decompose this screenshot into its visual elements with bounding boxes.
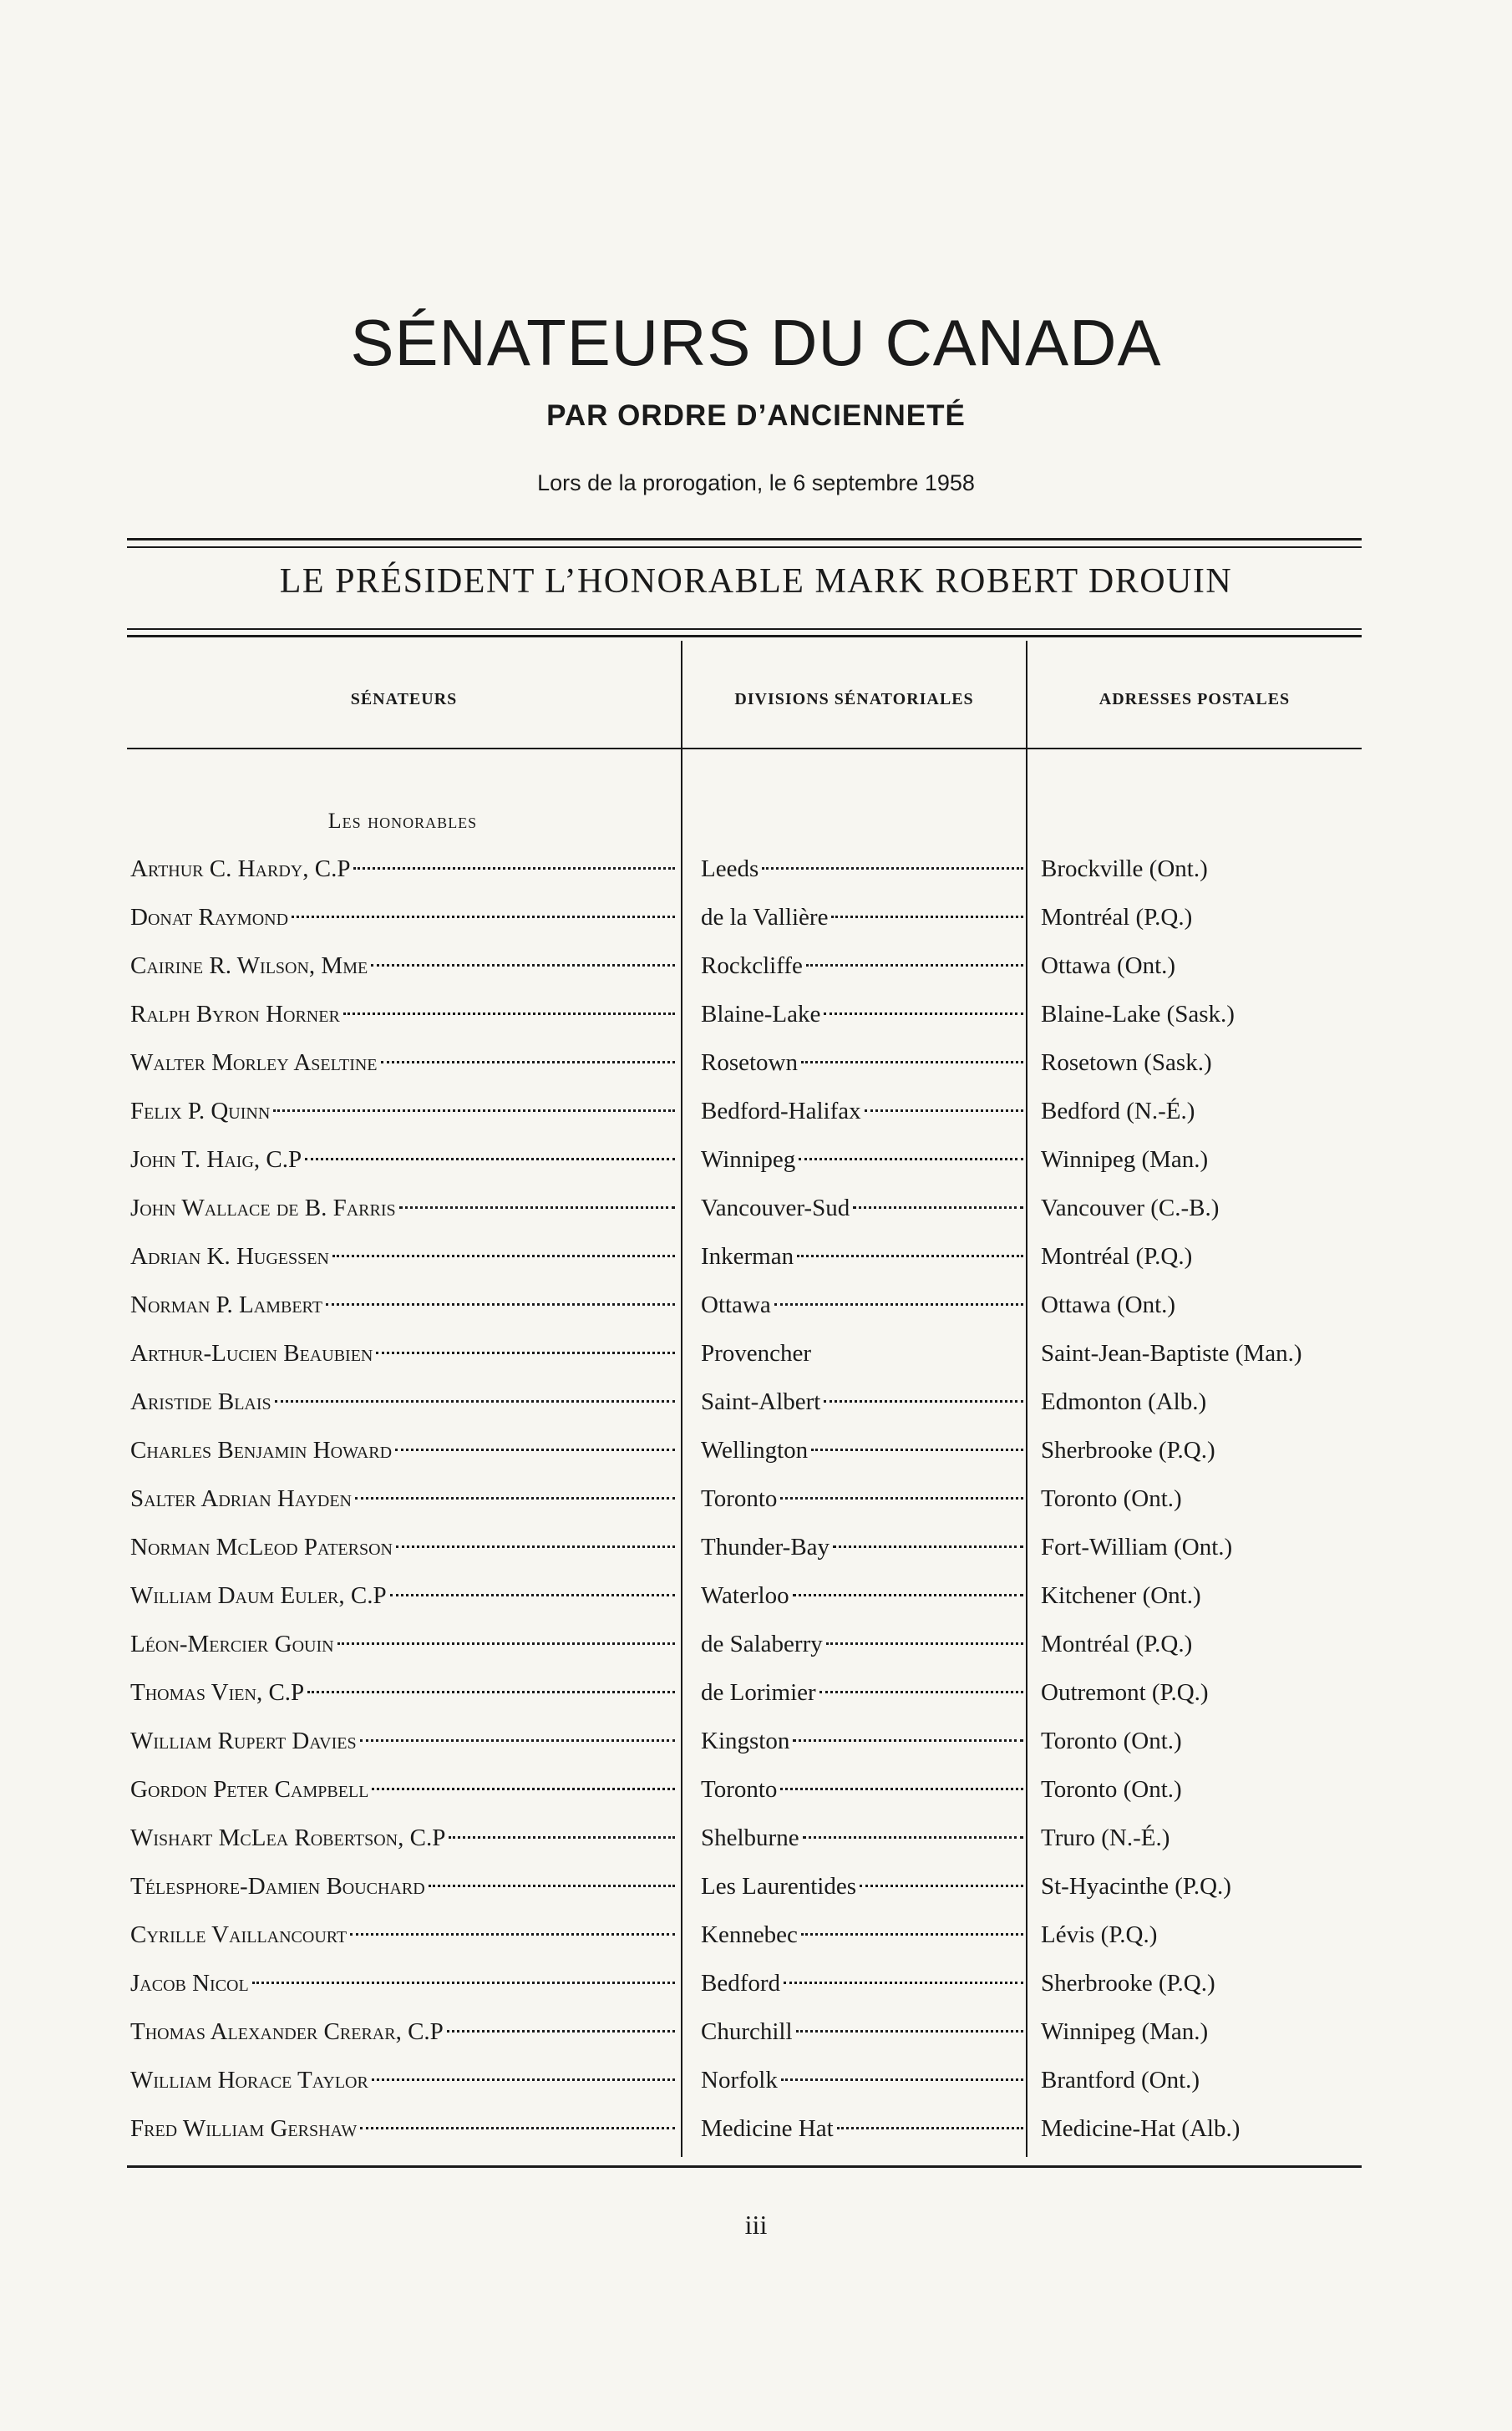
- postal-address-text: Truro (N.-É.): [1041, 1825, 1170, 1851]
- senatorial-division: [701, 1530, 1023, 1564]
- postal-address: [1041, 1385, 1375, 1419]
- senator-name-text: William Daum Euler, C.P: [130, 1582, 387, 1609]
- senatorial-division: [701, 1094, 1023, 1128]
- dot-leader: [371, 964, 675, 967]
- senator-name: [130, 997, 675, 1031]
- postal-address-text: Ottawa (Ont.): [1041, 952, 1176, 979]
- postal-address-text: Toronto (Ont.): [1041, 1485, 1182, 1512]
- postal-address: [1041, 1870, 1375, 1903]
- senator-name: [130, 1676, 675, 1709]
- senatorial-division: [701, 2112, 1023, 2145]
- senatorial-division-text: Wellington: [701, 1437, 809, 1464]
- table-row: [0, 1676, 1512, 1709]
- senator-name-text: Aristide Blais: [130, 1388, 271, 1415]
- senator-name: [130, 2063, 675, 2097]
- table-row: [0, 1870, 1512, 1903]
- table-row: [0, 901, 1512, 934]
- postal-address: [1041, 1191, 1375, 1225]
- dot-leader: [803, 1836, 1023, 1839]
- senator-name: [130, 1046, 675, 1079]
- senatorial-division-text: de Salaberry: [701, 1631, 823, 1657]
- postal-address-text: Medicine-Hat (Alb.): [1041, 2115, 1241, 2142]
- table-row: [0, 2112, 1512, 2145]
- senatorial-division: [701, 1482, 1023, 1515]
- postal-address: [1041, 1046, 1375, 1079]
- senatorial-division: [701, 1579, 1023, 1612]
- postal-address: [1041, 997, 1375, 1031]
- postal-address-text: Brockville (Ont.): [1041, 855, 1208, 882]
- senatorial-division-text: Norfolk: [701, 2067, 778, 2094]
- dot-leader: [372, 1788, 675, 1790]
- dot-leader: [252, 1982, 675, 1984]
- top-double-rule-upper: [127, 538, 1362, 541]
- senatorial-division: [701, 852, 1023, 886]
- postal-address: [1041, 1337, 1375, 1370]
- dot-leader: [780, 1497, 1023, 1500]
- senator-name-text: Gordon Peter Campbell: [130, 1776, 369, 1803]
- table-row: [0, 1579, 1512, 1612]
- senator-name-text: Cyrille Vaillancourt: [130, 1921, 348, 1948]
- senator-name: [130, 1773, 675, 1806]
- senatorial-division-text: Thunder-Bay: [701, 1534, 830, 1561]
- senatorial-division-text: Waterloo: [701, 1582, 789, 1609]
- postal-address-text: Fort-William (Ont.): [1041, 1534, 1233, 1561]
- dot-leader: [793, 1739, 1023, 1742]
- dot-leader: [447, 2030, 675, 2033]
- bottom-rule: [127, 2165, 1362, 2168]
- postal-address-text: Montréal (P.Q.): [1041, 904, 1193, 931]
- postal-address: [1041, 1143, 1375, 1176]
- senator-name: [130, 949, 675, 982]
- column-header-senators: SÉNATEURS: [350, 690, 458, 708]
- senatorial-division: [701, 1967, 1023, 2000]
- dot-leader: [774, 1303, 1023, 1306]
- senator-name: [130, 1821, 675, 1855]
- dot-leader: [399, 1206, 675, 1209]
- senator-name-text: Thomas Alexander Crerar, C.P: [130, 2018, 444, 2045]
- table-row: [0, 1094, 1512, 1128]
- dot-leader: [781, 2078, 1023, 2081]
- senator-name: [130, 1288, 675, 1322]
- senatorial-division: [701, 1676, 1023, 1709]
- postal-address: [1041, 1482, 1375, 1515]
- senator-name-text: Salter Adrian Hayden: [130, 1485, 352, 1512]
- postal-address-text: Lévis (P.Q.): [1041, 1921, 1158, 1948]
- table-row: [0, 2063, 1512, 2097]
- dot-leader: [292, 916, 675, 918]
- postal-address-text: Toronto (Ont.): [1041, 1776, 1182, 1803]
- dot-leader: [350, 1933, 675, 1936]
- senator-name: [130, 1094, 675, 1128]
- postal-address: [1041, 2015, 1375, 2048]
- page-title: SÉNATEURS DU CANADA: [350, 306, 1162, 379]
- postal-address: [1041, 949, 1375, 982]
- table-row: [0, 1046, 1512, 1079]
- dot-leader: [784, 1982, 1023, 1984]
- table-row: [0, 1967, 1512, 2000]
- postal-address-text: Kitchener (Ont.): [1041, 1582, 1201, 1609]
- senator-name-text: Walter Morley Aseltine: [130, 1049, 378, 1076]
- table-row: [0, 1191, 1512, 1225]
- mid-double-rule-lower: [127, 635, 1362, 637]
- table-row: [0, 1918, 1512, 1951]
- senatorial-division: [701, 1773, 1023, 1806]
- senatorial-division-text: Inkerman: [701, 1243, 794, 1270]
- senator-name: [130, 852, 675, 886]
- senatorial-division: [701, 1385, 1023, 1419]
- senatorial-division-text: Kennebec: [701, 1921, 798, 1948]
- senator-name: [130, 1918, 675, 1951]
- postal-address-text: Ottawa (Ont.): [1041, 1292, 1176, 1318]
- postal-address-text: Saint-Jean-Baptiste (Man.): [1041, 1340, 1302, 1367]
- dot-leader: [799, 1158, 1023, 1160]
- postal-address: [1041, 1967, 1375, 2000]
- column-header-divisions: DIVISIONS SÉNATORIALES: [734, 690, 974, 708]
- table-row: [0, 1337, 1512, 1370]
- president-heading: LE PRÉSIDENT L’HONORABLE MARK ROBERT DROUIN: [279, 562, 1233, 601]
- senator-name-text: Léon-Mercier Gouin: [130, 1631, 334, 1657]
- senatorial-division: [701, 1870, 1023, 1903]
- postal-address-text: Winnipeg (Man.): [1041, 1146, 1209, 1173]
- postal-address-text: Montréal (P.Q.): [1041, 1243, 1193, 1270]
- dot-leader: [819, 1691, 1023, 1693]
- senator-name: [130, 1337, 675, 1370]
- postal-address-text: Winnipeg (Man.): [1041, 2018, 1209, 2045]
- postal-address: [1041, 1094, 1375, 1128]
- senatorial-division-text: Rockcliffe: [701, 952, 803, 979]
- senatorial-division: [701, 1434, 1023, 1467]
- postal-address: [1041, 901, 1375, 934]
- dot-leader: [275, 1400, 675, 1403]
- dot-leader: [381, 1061, 675, 1063]
- senatorial-division-text: Churchill: [701, 2018, 793, 2045]
- postal-address: [1041, 1724, 1375, 1758]
- senator-name: [130, 1191, 675, 1225]
- dot-leader: [793, 1594, 1023, 1596]
- senator-name-text: Fred William Gershaw: [130, 2115, 358, 2142]
- table-row: [0, 1724, 1512, 1758]
- dot-leader: [824, 1012, 1023, 1015]
- senatorial-division: [701, 1627, 1023, 1661]
- table-row: [0, 949, 1512, 982]
- postal-address: [1041, 1676, 1375, 1709]
- dot-leader: [396, 1545, 675, 1548]
- dot-leader: [332, 1255, 675, 1257]
- dot-leader: [801, 1061, 1023, 1063]
- postal-address: [1041, 1240, 1375, 1273]
- senatorial-division-text: Shelburne: [701, 1825, 799, 1851]
- table-row: [0, 1773, 1512, 1806]
- senatorial-division-text: Saint-Albert: [701, 1388, 821, 1415]
- dot-leader: [801, 1933, 1023, 1936]
- table-row: [0, 1143, 1512, 1176]
- postal-address: [1041, 1288, 1375, 1322]
- dot-leader: [831, 916, 1023, 918]
- senatorial-division: [701, 949, 1023, 982]
- senator-name-text: Wishart McLea Robertson, C.P: [130, 1825, 446, 1851]
- senatorial-division-text: de Lorimier: [701, 1679, 816, 1706]
- senatorial-division: [701, 1724, 1023, 1758]
- senator-name-text: Télesphore-Damien Bouchard: [130, 1873, 425, 1900]
- dot-leader: [796, 2030, 1023, 2033]
- dot-leader: [355, 1497, 675, 1500]
- senatorial-division-text: Toronto: [701, 1776, 778, 1803]
- postal-address: [1041, 2112, 1375, 2145]
- senator-name: [130, 1724, 675, 1758]
- senator-name: [130, 1627, 675, 1661]
- senator-name-text: Thomas Vien, C.P: [130, 1679, 305, 1706]
- senator-name-text: Adrian K. Hugessen: [130, 1243, 329, 1270]
- dot-leader: [826, 1642, 1023, 1645]
- senatorial-division-text: de la Vallière: [701, 904, 829, 931]
- senatorial-division: [701, 1143, 1023, 1176]
- table-row: [0, 1434, 1512, 1467]
- postal-address-text: Outremont (P.Q.): [1041, 1679, 1209, 1706]
- senatorial-division: [701, 1337, 1023, 1370]
- dot-leader: [806, 964, 1023, 967]
- table-row: [0, 1821, 1512, 1855]
- senatorial-division: [701, 1821, 1023, 1855]
- senator-name: [130, 2112, 675, 2145]
- senator-name: [130, 1579, 675, 1612]
- table-row: [0, 1627, 1512, 1661]
- senator-name-text: Norman P. Lambert: [130, 1292, 322, 1318]
- senatorial-division: [701, 1191, 1023, 1225]
- senator-name: [130, 1240, 675, 1273]
- table-row: [0, 997, 1512, 1031]
- senatorial-division-text: Vancouver-Sud: [701, 1195, 850, 1221]
- dot-leader: [797, 1255, 1023, 1257]
- senator-name: [130, 2015, 675, 2048]
- dot-leader: [833, 1545, 1023, 1548]
- dot-leader: [372, 2078, 675, 2081]
- table-row: [0, 1482, 1512, 1515]
- senator-name: [130, 1385, 675, 1419]
- postal-address-text: Vancouver (C.-B.): [1041, 1195, 1220, 1221]
- postal-address: [1041, 2063, 1375, 2097]
- senatorial-division-text: Provencher: [701, 1340, 812, 1367]
- senator-name-text: Cairine R. Wilson, Mme: [130, 952, 368, 979]
- prorogation-date-line: Lors de la prorogation, le 6 septembre 1958: [537, 470, 975, 495]
- postal-address: [1041, 1918, 1375, 1951]
- senatorial-division-text: Blaine-Lake: [701, 1001, 821, 1028]
- senatorial-division-text: Winnipeg: [701, 1146, 796, 1173]
- dot-leader: [449, 1836, 675, 1839]
- postal-address-text: Sherbrooke (P.Q.): [1041, 1437, 1215, 1464]
- senator-name-text: Donat Raymond: [130, 904, 289, 931]
- senator-name: [130, 1870, 675, 1903]
- page-number: iii: [744, 2210, 768, 2240]
- dot-leader: [337, 1642, 675, 1645]
- postal-address-text: Edmonton (Alb.): [1041, 1388, 1207, 1415]
- senatorial-division-text: Bedford-Halifax: [701, 1098, 861, 1124]
- postal-address-text: Toronto (Ont.): [1041, 1728, 1182, 1754]
- table-row: [0, 1288, 1512, 1322]
- postal-address: [1041, 1579, 1375, 1612]
- postal-address: [1041, 1627, 1375, 1661]
- dot-leader: [762, 867, 1023, 870]
- dot-leader: [853, 1206, 1023, 1209]
- table-row: [0, 1385, 1512, 1419]
- senatorial-division-text: Les Laurentides: [701, 1873, 857, 1900]
- postal-address-text: Rosetown (Sask.): [1041, 1049, 1212, 1076]
- dot-leader: [865, 1109, 1023, 1112]
- dot-leader: [273, 1109, 675, 1112]
- dot-leader: [811, 1449, 1023, 1451]
- senatorial-division-text: Ottawa: [701, 1292, 771, 1318]
- senatorial-division: [701, 1240, 1023, 1273]
- table-row: [0, 1240, 1512, 1273]
- postal-address-text: Bedford (N.-É.): [1041, 1098, 1195, 1124]
- dot-leader: [390, 1594, 675, 1596]
- senatorial-division-text: Leeds: [701, 855, 759, 882]
- postal-address-text: Montréal (P.Q.): [1041, 1631, 1193, 1657]
- senator-name-text: John T. Haig, C.P: [130, 1146, 302, 1173]
- senator-name-text: Arthur C. Hardy, C.P: [130, 855, 351, 882]
- postal-address-text: Blaine-Lake (Sask.): [1041, 1001, 1235, 1028]
- mid-double-rule-upper: [127, 628, 1362, 630]
- senatorial-division-text: Kingston: [701, 1728, 790, 1754]
- dot-leader: [395, 1449, 675, 1451]
- table-row: [0, 1530, 1512, 1564]
- senator-name-text: William Rupert Davies: [130, 1728, 357, 1754]
- senator-name-text: Jacob Nicol: [130, 1970, 249, 1997]
- honorables-label: Les honorables: [327, 809, 478, 833]
- senatorial-division-text: Medicine Hat: [701, 2115, 834, 2142]
- postal-address: [1041, 852, 1375, 886]
- dot-leader: [326, 1303, 675, 1306]
- senator-name: [130, 1482, 675, 1515]
- senator-name: [130, 1143, 675, 1176]
- senator-name: [130, 1434, 675, 1467]
- dot-leader: [307, 1691, 675, 1693]
- senatorial-division: [701, 1046, 1023, 1079]
- dot-leader: [429, 1885, 675, 1887]
- dot-leader: [780, 1788, 1023, 1790]
- senator-name-text: Charles Benjamin Howard: [130, 1437, 393, 1464]
- table-row: [0, 2015, 1512, 2048]
- senatorial-division: [701, 997, 1023, 1031]
- postal-address: [1041, 1821, 1375, 1855]
- dot-leader: [305, 1158, 675, 1160]
- senatorial-division: [701, 2063, 1023, 2097]
- senatorial-division-text: Bedford: [701, 1970, 781, 1997]
- senatorial-division: [701, 1918, 1023, 1951]
- senatorial-division: [701, 901, 1023, 934]
- dot-leader: [343, 1012, 675, 1015]
- table-row: [0, 852, 1512, 886]
- senatorial-division: [701, 1288, 1023, 1322]
- dot-leader: [360, 1739, 675, 1742]
- senator-name: [130, 901, 675, 934]
- header-bottom-rule: [127, 748, 1362, 749]
- senator-name-text: Arthur-Lucien Beaubien: [130, 1340, 373, 1367]
- dot-leader: [360, 2127, 675, 2129]
- dot-leader: [376, 1352, 675, 1354]
- postal-address: [1041, 1434, 1375, 1467]
- senatorial-division-text: Toronto: [701, 1485, 778, 1512]
- senatorial-division-text: Rosetown: [701, 1049, 798, 1076]
- column-header-addresses: ADRESSES POSTALES: [1098, 690, 1291, 708]
- postal-address: [1041, 1773, 1375, 1806]
- senator-name-text: William Horace Taylor: [130, 2067, 368, 2094]
- senator-name-text: Felix P. Quinn: [130, 1098, 271, 1124]
- page-subtitle: PAR ORDRE D’ANCIENNETÉ: [546, 399, 966, 432]
- senator-name-text: Ralph Byron Horner: [130, 1001, 340, 1028]
- postal-address-text: Sherbrooke (P.Q.): [1041, 1970, 1215, 1997]
- postal-address-text: Brantford (Ont.): [1041, 2067, 1200, 2094]
- senator-name-text: John Wallace de B. Farris: [130, 1195, 396, 1221]
- senatorial-division: [701, 2015, 1023, 2048]
- postal-address: [1041, 1530, 1375, 1564]
- top-double-rule-lower: [127, 546, 1362, 548]
- senator-name-text: Norman McLeod Paterson: [130, 1534, 393, 1561]
- dot-leader: [837, 2127, 1023, 2129]
- senator-name: [130, 1530, 675, 1564]
- senator-name: [130, 1967, 675, 2000]
- dot-leader: [860, 1885, 1023, 1887]
- dot-leader: [824, 1400, 1023, 1403]
- dot-leader: [353, 867, 675, 870]
- postal-address-text: St-Hyacinthe (P.Q.): [1041, 1873, 1231, 1900]
